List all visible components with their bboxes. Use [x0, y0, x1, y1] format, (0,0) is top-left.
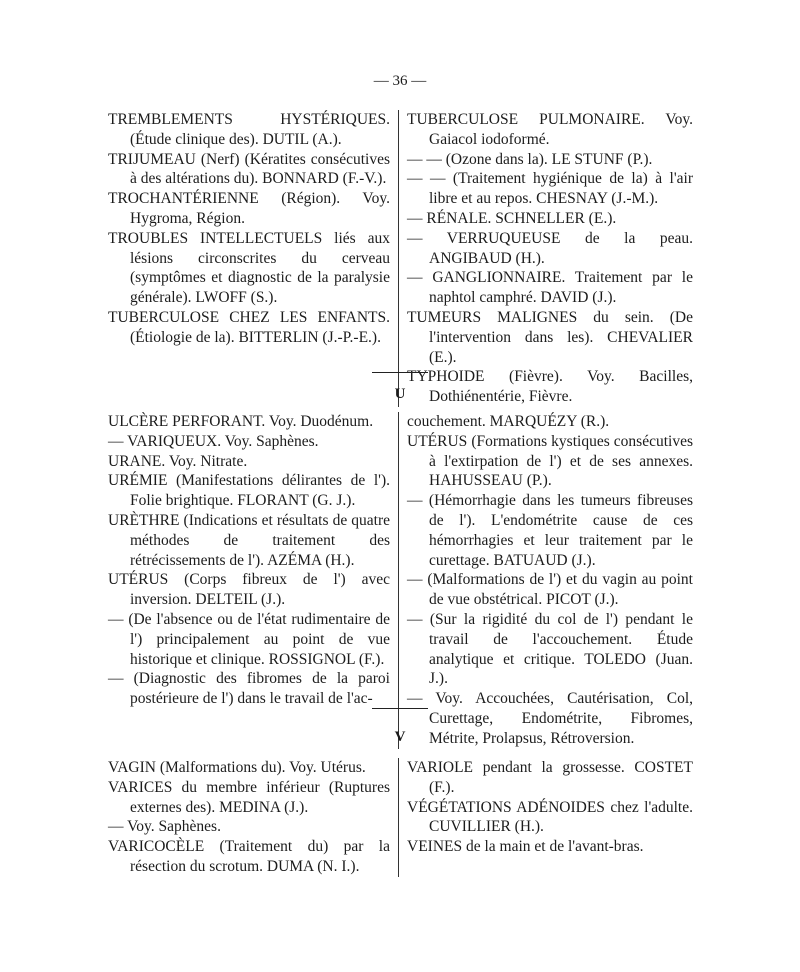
- index-entry: couchement. MARQUÉZY (R.).: [407, 413, 610, 430]
- index-entry: TUBERCULOSE PULMONAIRE. Voy. Gaiacol iodoformé.: [407, 111, 693, 148]
- index-entry: — VERRUQUEUSE de la peau. ANGIBAUD (H.).: [407, 229, 693, 267]
- letter-heading-v: V: [394, 729, 406, 745]
- u-right-column: [398, 412, 693, 749]
- index-entry: — — (Ozone dans la). LE STUNF (P.).: [407, 150, 653, 168]
- index-entry: UTÉRUS (Corps fibreux de l') avec inversion. DELTEIL (J.).: [108, 571, 390, 609]
- index-entry: — Voy. Accouchées, Cautérisation, Col, Curettage, Endométrite, Fibromes, Métrite, Prolapsus, Rétroversion.: [407, 690, 693, 747]
- index-entry: TREMBLEMENTS HYSTÉRIQUES. (Étude clinique des). DUTIL (A.).: [108, 111, 390, 148]
- index-entry: VAGIN (Malformations du). Voy. Utérus.: [108, 759, 366, 776]
- section-divider: [372, 372, 428, 373]
- t-section: [108, 110, 693, 407]
- v-left-column: [108, 758, 398, 877]
- index-entry: TUBERCULOSE CHEZ LES ENFANTS. (Étiologie de la). BITTERLIN (J.-P.-E.).: [108, 308, 390, 346]
- u-section: [108, 412, 693, 749]
- t-left-column: [108, 110, 398, 407]
- index-entry: TRIJUMEAU (Nerf) (Kératites consécutives à des altérations du). BONNARD (F.-V.).: [108, 150, 390, 188]
- index-entry: TYPHOIDE (Fièvre). Voy. Bacilles, Dothiénentérie, Fièvre.: [407, 368, 693, 406]
- index-entry: — (Hémorrhagie dans les tumeurs fibreuses de l'). L'endométrite cause de ces hémorrhagies et leur traitement par le curettage. BATUAUD (J.).: [407, 492, 693, 569]
- index-entry: URÈTHRE (Indications et résultats de quatre méthodes de traitement des rétrécissements de l'). AZÉMA (H.).: [108, 511, 390, 569]
- section-divider: [372, 708, 428, 709]
- index-entry: — Voy. Saphènes.: [108, 818, 221, 836]
- index-entry: URÉMIE (Manifestations délirantes de l'). Folie brightique. FLORANT (G. J.).: [108, 472, 390, 510]
- index-entry: — GANGLIONNAIRE. Traitement par le naphtol camphré. DAVID (J.).: [407, 269, 693, 307]
- t-right-column: [398, 110, 693, 407]
- letter-heading-u: U: [394, 386, 406, 402]
- index-entry: — (Diagnostic des fibromes de la paroi postérieure de l') dans le travail de l'ac-: [108, 670, 390, 708]
- index-entry: VARICOCÈLE (Traitement du) par la résection du scrotum. DUMA (N. I.).: [108, 838, 390, 875]
- index-entry: VARICES du membre inférieur (Ruptures externes des). MEDINA (J.).: [108, 778, 390, 816]
- u-left-column: [108, 412, 398, 749]
- index-entry: — (De l'absence ou de l'état rudimentaire de l') principalement au point de vue historique et clinique. ROSSIGNOL (F.).: [108, 610, 390, 668]
- index-entry: TROCHANTÉRIENNE (Région). Voy. Hygroma, Région.: [108, 190, 390, 227]
- index-entry: — (Malformations de l') et du vagin au point de vue obstétrical. PICOT (J.).: [407, 571, 693, 609]
- index-entry: — VARIQUEUX. Voy. Saphènes.: [108, 432, 319, 450]
- index-entry: VEINES de la main et de l'avant-bras.: [407, 838, 644, 856]
- index-entry: TUMEURS MALIGNES du sein. (De l'intervention dans les). CHEVALIER (E.).: [407, 308, 693, 366]
- index-entry: — (Sur la rigidité du col de l') pendant le travail de l'accouchement. Étude analytique et critique. TOLEDO (Juan. J.).: [407, 610, 693, 688]
- index-entry: VARIOLE pendant la grossesse. COSTET (F.).: [407, 759, 693, 796]
- v-right-column: [398, 758, 693, 877]
- index-entry: UTÉRUS (Formations kystiques consécutives à l'extirpation de l') et de ses annexes. HAHUSSEAU (P.).: [407, 432, 693, 490]
- index-entry: — — (Traitement hygiénique de la) à l'air libre et au repos. CHESNAY (J.-M.).: [407, 170, 693, 208]
- page-number: — 36 —: [373, 73, 427, 89]
- index-entry: URANE. Voy. Nitrate.: [108, 452, 248, 470]
- index-entry: — RÉNALE. SCHNELLER (E.).: [407, 209, 617, 227]
- index-entry: VÉGÉTATIONS ADÉNOIDES chez l'adulte. CUVILLIER (H.).: [407, 798, 693, 836]
- index-entry: ULCÈRE PERFORANT. Voy. Duodénum.: [108, 413, 374, 430]
- v-section: [108, 758, 693, 877]
- index-entry: TROUBLES INTELLECTUELS liés aux lésions circonscrites du cerveau (symptômes et diagnostic de la paralysie générale). LWOFF (S.).: [108, 229, 390, 307]
